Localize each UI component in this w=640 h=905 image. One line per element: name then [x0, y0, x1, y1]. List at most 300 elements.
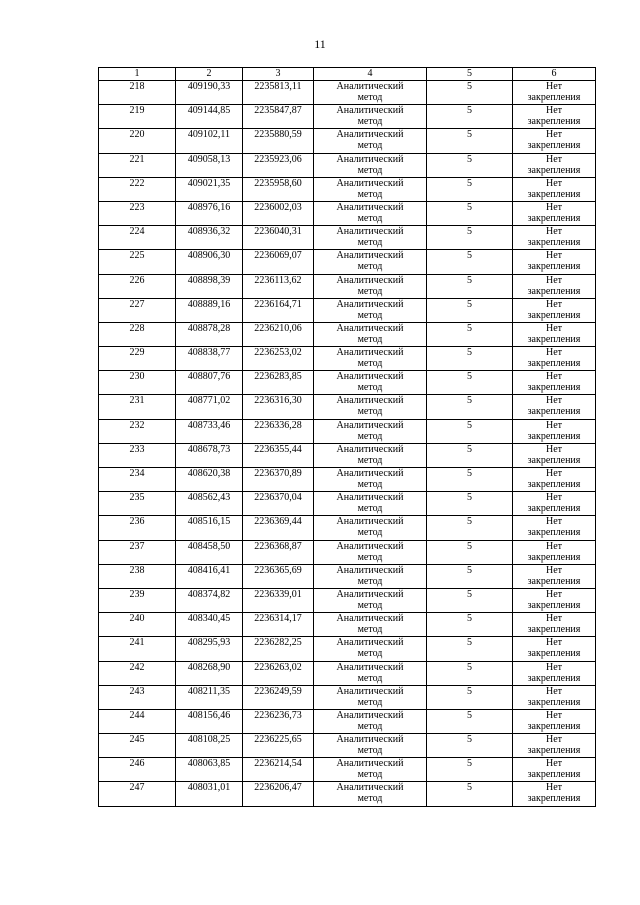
cell-line: Нет [545, 298, 563, 310]
table-row [99, 274, 596, 298]
cell-line: Нет [545, 371, 563, 383]
x-coordinate-cell: 408031,01 [176, 782, 243, 806]
cell-line: метод [357, 648, 383, 660]
x-coordinate-cell: 408898,39 [176, 274, 243, 298]
cell-line: метод [357, 92, 383, 103]
method-cell [314, 782, 427, 806]
point-number-cell: 238 [99, 564, 176, 588]
x-coordinate-cell: 408733,46 [176, 419, 243, 443]
table-header [99, 68, 596, 81]
cell-line: закрепления [527, 333, 581, 345]
cell-line: Аналитический [336, 637, 404, 649]
method-cell [314, 516, 427, 540]
cell-line: Нет [545, 685, 563, 697]
x-coordinate-cell: 408771,02 [176, 395, 243, 419]
x-coordinate-cell: 408108,25 [176, 734, 243, 758]
point-number-cell: 237 [99, 540, 176, 564]
header-cell: 2 [176, 68, 243, 81]
x-coordinate-cell: 408295,93 [176, 637, 243, 661]
y-coordinate-cell: 2236336,28 [243, 419, 314, 443]
y-coordinate-cell: 2236040,31 [243, 226, 314, 250]
accuracy-cell: 5 [427, 734, 513, 758]
cell-line: метод [357, 527, 383, 539]
method-cell [314, 758, 427, 782]
table-row [99, 637, 596, 661]
method-cell [314, 637, 427, 661]
table-row [99, 492, 596, 516]
point-number-cell: 221 [99, 153, 176, 177]
cell-line: Аналитический [336, 322, 404, 334]
accuracy-cell: 5 [427, 540, 513, 564]
cell-line: метод [357, 454, 383, 466]
table-row [99, 105, 596, 129]
cell-line: Нет [545, 661, 563, 673]
point-number-cell: 229 [99, 347, 176, 371]
cell-line: Нет [545, 758, 563, 770]
method-cell [314, 226, 427, 250]
method-cell [314, 129, 427, 153]
cell-line: Аналитический [336, 177, 404, 189]
accuracy-cell: 5 [427, 250, 513, 274]
point-number-cell: 225 [99, 250, 176, 274]
point-number-cell: 233 [99, 443, 176, 467]
cell-line: закрепления [527, 237, 581, 249]
cell-line: Нет [545, 226, 563, 238]
cell-line: Аналитический [336, 734, 404, 746]
cell-line: метод [357, 212, 383, 224]
method-cell [314, 492, 427, 516]
x-coordinate-cell: 409190,33 [176, 81, 243, 105]
method-cell [314, 81, 427, 105]
method-cell [314, 105, 427, 129]
point-number-cell: 246 [99, 758, 176, 782]
cell-line: закрепления [527, 793, 581, 805]
cell-line: закрепления [527, 479, 581, 490]
table-row [99, 322, 596, 346]
y-coordinate-cell: 2236253,02 [243, 347, 314, 371]
cell-line: метод [357, 575, 383, 587]
cell-line: закрепления [527, 648, 581, 660]
method-cell [314, 298, 427, 322]
cell-line: Аналитический [336, 468, 404, 479]
cell-line: закрепления [527, 624, 581, 636]
point-number-cell: 222 [99, 177, 176, 201]
accuracy-cell: 5 [427, 395, 513, 419]
y-coordinate-cell: 2236368,87 [243, 540, 314, 564]
accuracy-cell: 5 [427, 177, 513, 201]
point-number-cell: 247 [99, 782, 176, 806]
fixing-cell [513, 371, 596, 395]
accuracy-cell: 5 [427, 201, 513, 225]
method-cell [314, 395, 427, 419]
y-coordinate-cell: 2236314,17 [243, 613, 314, 637]
y-coordinate-cell: 2235847,87 [243, 105, 314, 129]
cell-line: закрепления [527, 116, 581, 128]
cell-line: метод [357, 793, 383, 805]
method-cell [314, 540, 427, 564]
cell-line: Нет [545, 274, 563, 286]
point-number-cell: 236 [99, 516, 176, 540]
table-row [99, 298, 596, 322]
method-cell [314, 153, 427, 177]
cell-line: Аналитический [336, 782, 404, 794]
table-row [99, 201, 596, 225]
fixing-cell [513, 347, 596, 371]
y-coordinate-cell: 2236283,85 [243, 371, 314, 395]
header-cell: 4 [314, 68, 427, 81]
fixing-cell [513, 734, 596, 758]
x-coordinate-cell: 409102,11 [176, 129, 243, 153]
cell-line: закрепления [527, 503, 581, 515]
accuracy-cell: 5 [427, 347, 513, 371]
cell-line: Аналитический [336, 105, 404, 117]
cell-line: Аналитический [336, 613, 404, 625]
accuracy-cell: 5 [427, 129, 513, 153]
accuracy-cell: 5 [427, 419, 513, 443]
cell-line: закрепления [527, 769, 581, 781]
accuracy-cell: 5 [427, 685, 513, 709]
cell-line: Аналитический [336, 588, 404, 600]
x-coordinate-cell: 409021,35 [176, 177, 243, 201]
y-coordinate-cell: 2236355,44 [243, 443, 314, 467]
accuracy-cell: 5 [427, 443, 513, 467]
x-coordinate-cell: 408416,41 [176, 564, 243, 588]
fixing-cell [513, 322, 596, 346]
cell-line: Аналитический [336, 516, 404, 528]
cell-line: Аналитический [336, 492, 404, 504]
cell-line: Аналитический [336, 153, 404, 165]
cell-line: Нет [545, 419, 563, 431]
table-row [99, 177, 596, 201]
cell-line: Аналитический [336, 709, 404, 721]
y-coordinate-cell: 2236369,44 [243, 516, 314, 540]
accuracy-cell: 5 [427, 274, 513, 298]
table-row [99, 395, 596, 419]
fixing-cell [513, 250, 596, 274]
cell-line: закрепления [527, 672, 581, 684]
cell-line: Нет [545, 588, 563, 600]
cell-line: закрепления [527, 140, 581, 152]
fixing-cell [513, 564, 596, 588]
y-coordinate-cell: 2236249,59 [243, 685, 314, 709]
y-coordinate-cell: 2235958,60 [243, 177, 314, 201]
cell-line: закрепления [527, 212, 581, 224]
method-cell [314, 347, 427, 371]
cell-line: закрепления [527, 188, 581, 200]
cell-line: метод [357, 333, 383, 345]
cell-line: закрепления [527, 92, 581, 103]
table-row [99, 516, 596, 540]
cell-line: Нет [545, 468, 563, 479]
page-number: 11 [314, 37, 326, 51]
fixing-cell [513, 588, 596, 612]
x-coordinate-cell: 408374,82 [176, 588, 243, 612]
point-number-cell: 219 [99, 105, 176, 129]
x-coordinate-cell: 408562,43 [176, 492, 243, 516]
method-cell [314, 250, 427, 274]
x-coordinate-cell: 408516,15 [176, 516, 243, 540]
y-coordinate-cell: 2235923,06 [243, 153, 314, 177]
cell-line: метод [357, 140, 383, 152]
y-coordinate-cell: 2236370,04 [243, 492, 314, 516]
point-number-cell: 226 [99, 274, 176, 298]
method-cell [314, 443, 427, 467]
accuracy-cell: 5 [427, 298, 513, 322]
accuracy-cell: 5 [427, 81, 513, 105]
cell-line: Аналитический [336, 250, 404, 262]
point-number-cell: 223 [99, 201, 176, 225]
cell-line: метод [357, 551, 383, 563]
fixing-cell [513, 81, 596, 105]
point-number-cell: 235 [99, 492, 176, 516]
cell-line: закрепления [527, 358, 581, 370]
y-coordinate-cell: 2236365,69 [243, 564, 314, 588]
cell-line: закрепления [527, 454, 581, 466]
accuracy-cell: 5 [427, 322, 513, 346]
method-cell [314, 371, 427, 395]
point-number-cell: 220 [99, 129, 176, 153]
cell-line: Нет [545, 153, 563, 165]
accuracy-cell: 5 [427, 758, 513, 782]
point-number-cell: 245 [99, 734, 176, 758]
fixing-cell [513, 226, 596, 250]
cell-line: Нет [545, 492, 563, 504]
table-row [99, 540, 596, 564]
cell-line: Нет [545, 201, 563, 213]
y-coordinate-cell: 2236282,25 [243, 637, 314, 661]
cell-line: метод [357, 503, 383, 515]
accuracy-cell: 5 [427, 371, 513, 395]
accuracy-cell: 5 [427, 613, 513, 637]
accuracy-cell: 5 [427, 564, 513, 588]
table-row [99, 347, 596, 371]
method-cell [314, 709, 427, 733]
table-row [99, 129, 596, 153]
method-cell [314, 177, 427, 201]
table-row [99, 661, 596, 685]
fixing-cell [513, 758, 596, 782]
cell-line: Нет [545, 250, 563, 262]
x-coordinate-cell: 408678,73 [176, 443, 243, 467]
cell-line: Нет [545, 516, 563, 528]
method-cell [314, 468, 427, 492]
cell-line: Аналитический [336, 419, 404, 431]
method-cell [314, 274, 427, 298]
header-cell: 3 [243, 68, 314, 81]
cell-line: метод [357, 430, 383, 442]
fixing-cell [513, 613, 596, 637]
method-cell [314, 322, 427, 346]
cell-line: Аналитический [336, 298, 404, 310]
accuracy-cell: 5 [427, 782, 513, 806]
accuracy-cell: 5 [427, 588, 513, 612]
header-cell: 6 [513, 68, 596, 81]
cell-line: Нет [545, 105, 563, 117]
method-cell [314, 661, 427, 685]
fixing-cell [513, 661, 596, 685]
cell-line: закрепления [527, 720, 581, 732]
x-coordinate-cell: 408620,38 [176, 468, 243, 492]
point-number-cell: 244 [99, 709, 176, 733]
cell-line: закрепления [527, 164, 581, 176]
cell-line: метод [357, 116, 383, 128]
cell-line: Нет [545, 443, 563, 455]
fixing-cell [513, 443, 596, 467]
x-coordinate-cell: 408340,45 [176, 613, 243, 637]
table-row [99, 419, 596, 443]
point-number-cell: 231 [99, 395, 176, 419]
x-coordinate-cell: 408807,76 [176, 371, 243, 395]
cell-line: метод [357, 599, 383, 611]
method-cell [314, 201, 427, 225]
accuracy-cell: 5 [427, 516, 513, 540]
point-number-cell: 224 [99, 226, 176, 250]
method-cell [314, 564, 427, 588]
fixing-cell [513, 516, 596, 540]
table-row [99, 782, 596, 806]
point-number-cell: 241 [99, 637, 176, 661]
cell-line: метод [357, 188, 383, 200]
x-coordinate-cell: 408889,16 [176, 298, 243, 322]
y-coordinate-cell: 2236214,54 [243, 758, 314, 782]
fixing-cell [513, 153, 596, 177]
y-coordinate-cell: 2236164,71 [243, 298, 314, 322]
cell-line: Аналитический [336, 347, 404, 359]
y-coordinate-cell: 2236236,73 [243, 709, 314, 733]
x-coordinate-cell: 408936,32 [176, 226, 243, 250]
table-body [99, 81, 596, 807]
cell-line: Аналитический [336, 564, 404, 576]
fixing-cell [513, 201, 596, 225]
fixing-cell [513, 395, 596, 419]
cell-line: закрепления [527, 599, 581, 611]
point-number-cell: 234 [99, 468, 176, 492]
table-row [99, 250, 596, 274]
method-cell [314, 588, 427, 612]
table-row [99, 153, 596, 177]
cell-line: метод [357, 745, 383, 757]
method-cell [314, 685, 427, 709]
point-number-cell: 228 [99, 322, 176, 346]
y-coordinate-cell: 2236316,30 [243, 395, 314, 419]
cell-line: Аналитический [336, 129, 404, 141]
cell-line: закрепления [527, 527, 581, 539]
cell-line: закрепления [527, 551, 581, 563]
header-row [99, 68, 596, 81]
cell-line: Аналитический [336, 395, 404, 407]
cell-line: метод [357, 406, 383, 418]
x-coordinate-cell: 408063,85 [176, 758, 243, 782]
cell-line: закрепления [527, 261, 581, 273]
cell-line: метод [357, 696, 383, 708]
table-row [99, 371, 596, 395]
method-cell [314, 734, 427, 758]
y-coordinate-cell: 2236206,47 [243, 782, 314, 806]
cell-line: закрепления [527, 745, 581, 757]
fixing-cell [513, 129, 596, 153]
table-row [99, 685, 596, 709]
accuracy-cell: 5 [427, 637, 513, 661]
fixing-cell [513, 540, 596, 564]
cell-line: закрепления [527, 285, 581, 297]
cell-line: Нет [545, 637, 563, 649]
table-row [99, 81, 596, 105]
fixing-cell [513, 298, 596, 322]
point-number-cell: 232 [99, 419, 176, 443]
cell-line: метод [357, 672, 383, 684]
x-coordinate-cell: 408906,30 [176, 250, 243, 274]
table-row [99, 613, 596, 637]
cell-line: Аналитический [336, 371, 404, 383]
y-coordinate-cell: 2236210,06 [243, 322, 314, 346]
accuracy-cell: 5 [427, 661, 513, 685]
x-coordinate-cell: 408458,50 [176, 540, 243, 564]
fixing-cell [513, 105, 596, 129]
cell-line: метод [357, 237, 383, 249]
cell-line: закрепления [527, 575, 581, 587]
table-row [99, 468, 596, 492]
method-cell [314, 613, 427, 637]
fixing-cell [513, 468, 596, 492]
point-number-cell: 242 [99, 661, 176, 685]
cell-line: метод [357, 720, 383, 732]
fixing-cell [513, 637, 596, 661]
cell-line: Аналитический [336, 661, 404, 673]
table-row [99, 734, 596, 758]
cell-line: закрепления [527, 309, 581, 321]
fixing-cell [513, 177, 596, 201]
header-cell: 1 [99, 68, 176, 81]
x-coordinate-cell: 408211,35 [176, 685, 243, 709]
cell-line: метод [357, 479, 383, 490]
cell-line: Нет [545, 177, 563, 189]
table-row [99, 588, 596, 612]
cell-line: закрепления [527, 430, 581, 442]
cell-line: Нет [545, 322, 563, 334]
point-number-cell: 243 [99, 685, 176, 709]
point-number-cell: 227 [99, 298, 176, 322]
cell-line: метод [357, 358, 383, 370]
x-coordinate-cell: 409144,85 [176, 105, 243, 129]
table-row [99, 443, 596, 467]
cell-line: метод [357, 309, 383, 321]
fixing-cell [513, 274, 596, 298]
table-row [99, 758, 596, 782]
cell-line: Нет [545, 395, 563, 407]
cell-line: Аналитический [336, 226, 404, 238]
cell-line: метод [357, 769, 383, 781]
cell-line: метод [357, 382, 383, 394]
point-number-cell: 240 [99, 613, 176, 637]
x-coordinate-cell: 409058,13 [176, 153, 243, 177]
cell-line: закрепления [527, 382, 581, 394]
table-row [99, 564, 596, 588]
cell-line: Аналитический [336, 685, 404, 697]
cell-line: Аналитический [336, 758, 404, 770]
accuracy-cell: 5 [427, 709, 513, 733]
x-coordinate-cell: 408976,16 [176, 201, 243, 225]
x-coordinate-cell: 408838,77 [176, 347, 243, 371]
cell-line: метод [357, 164, 383, 176]
y-coordinate-cell: 2236263,02 [243, 661, 314, 685]
fixing-cell [513, 685, 596, 709]
table-row [99, 709, 596, 733]
y-coordinate-cell: 2236113,62 [243, 274, 314, 298]
cell-line: метод [357, 261, 383, 273]
y-coordinate-cell: 2236370,89 [243, 468, 314, 492]
coordinates-table [98, 67, 596, 807]
y-coordinate-cell: 2235813,11 [243, 81, 314, 105]
